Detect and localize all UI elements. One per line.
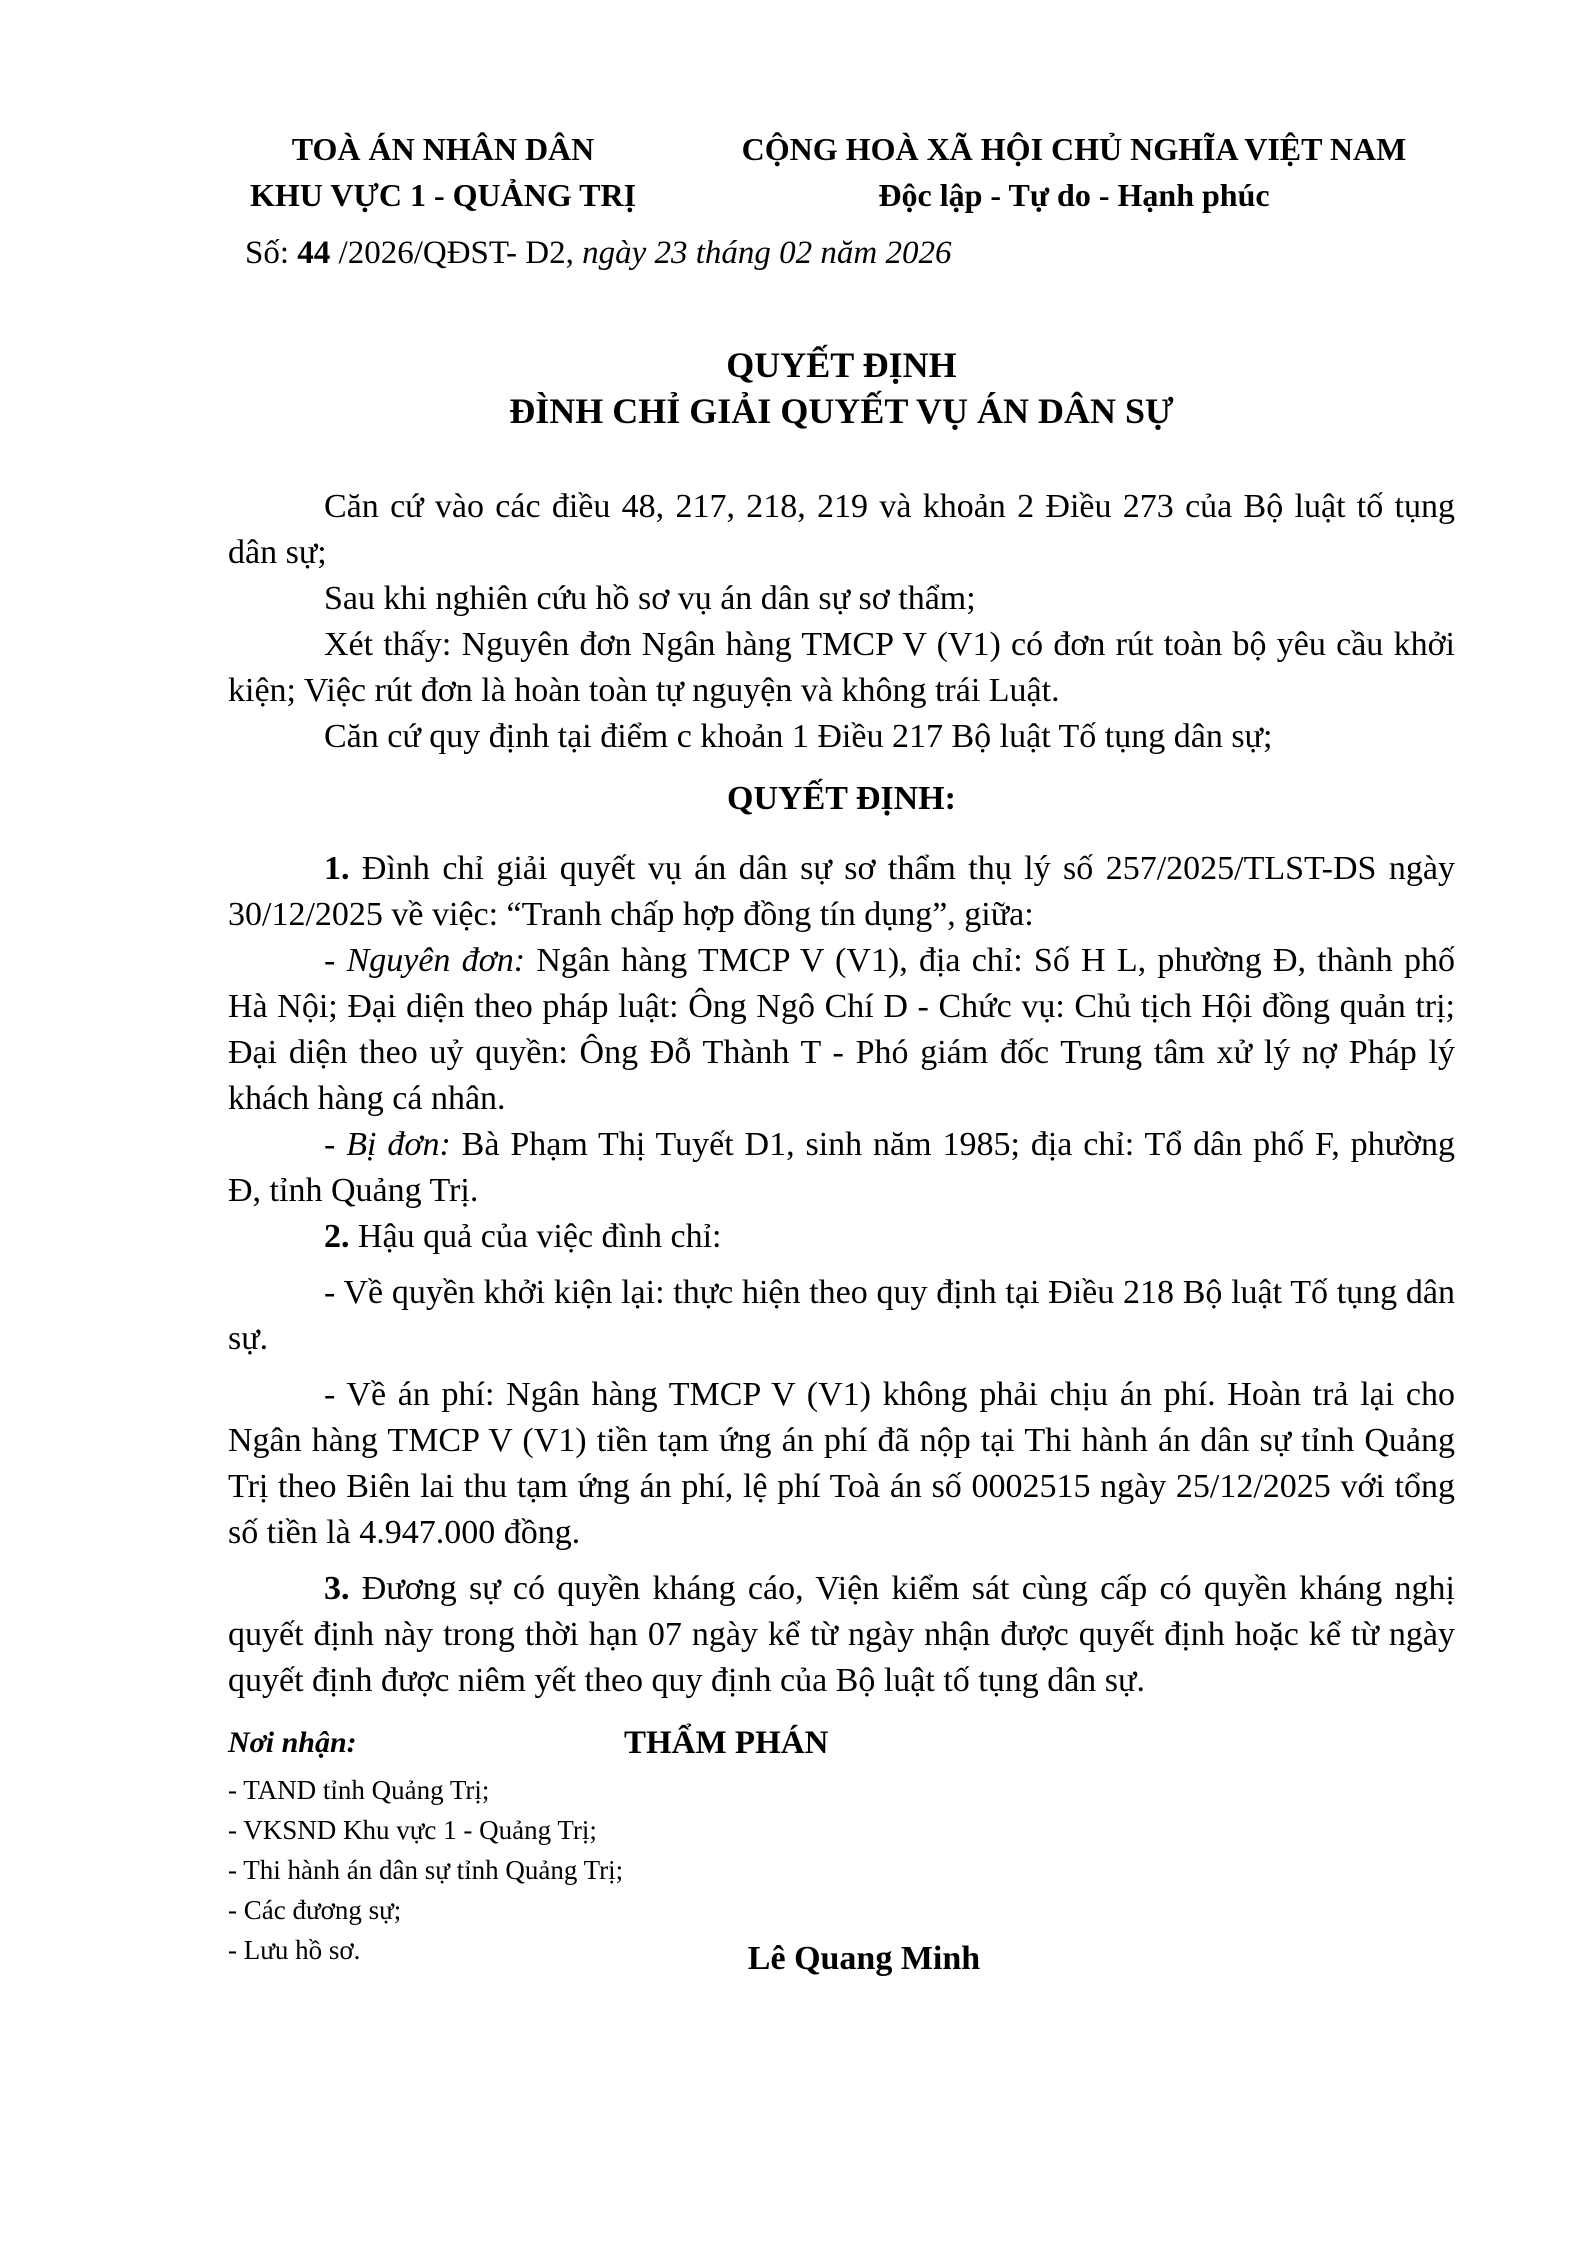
national-motto: Độc lập - Tự do - Hạnh phúc	[878, 177, 1270, 213]
item-text: Đương sự có quyền kháng cáo, Viện kiểm sát cùng cấp có quyền kháng nghị quyết định này trong thời hạn 07 ngày kể từ ngày nhận được quyết định hoặc kể từ ngày quyết định được niêm yết theo quy định của Bộ luật tố tụng dân sự.	[228, 1570, 1455, 1699]
number-date: ngày 23 tháng 02 năm 2026	[573, 235, 952, 271]
number-value: 44	[297, 235, 331, 271]
item-number: 3.	[324, 1570, 350, 1607]
court-name-line1: TOÀ ÁN NHÂN DÂN	[291, 131, 595, 167]
recipients-label: Nơi nhận:	[228, 1726, 357, 1759]
preamble-paragraph: Sau khi nghiên cứu hồ sơ vụ án dân sự sơ thẩm;	[324, 580, 976, 617]
defendant-text: Bà Phạm Thị Tuyết D1, sinh năm 1985; địa chỉ: Tổ dân phố F, phường Đ, tỉnh Quảng Trị.	[228, 1126, 1456, 1209]
issuing-court-block	[228, 126, 658, 218]
preamble-paragraph: Căn cứ vào các điều 48, 217, 218, 219 và khoản 2 Điều 273 của Bộ luật tố tụng dân sự;	[228, 488, 1455, 571]
item-number: 1.	[324, 850, 350, 887]
decision-heading: QUYẾT ĐỊNH:	[727, 780, 956, 817]
defendant-paragraph	[228, 1122, 1455, 1214]
dash: -	[324, 1126, 347, 1163]
decision-item-1	[228, 846, 1455, 938]
court-name-line2: KHU VỰC 1 - QUẢNG TRỊ	[249, 177, 637, 213]
defendant-label: Bị đơn:	[346, 1126, 451, 1163]
decision-item-3	[228, 1566, 1455, 1704]
judge-name: Lê Quang Minh	[747, 1940, 981, 1977]
plaintiff-text: Ngân hàng TMCP V (V1), địa chỉ: Số H L, phường Đ, thành phố Hà Nội; Đại diện theo pháp luật: Ông Ngô Chí D - Chức vụ: Chủ tịch Hội đồng quản trị; Đại diện theo uỷ quyền: Ông Đỗ Thành T - Phó giám đốc Trung tâm xử lý nợ Pháp lý khách hàng cá nhân.	[228, 942, 1456, 1117]
recipient-item: - Các đương sự;	[228, 1895, 402, 1925]
document-title	[228, 342, 1455, 434]
decision-item-2-sub1: - Về quyền khởi kiện lại: thực hiện theo quy định tại Điều 218 Bộ luật Tố tụng dân sự.	[228, 1274, 1455, 1357]
number-prefix: Số:	[245, 235, 298, 271]
document-masthead	[228, 126, 1455, 218]
recipient-item: - Lưu hồ sơ.	[228, 1935, 361, 1965]
national-title: CỘNG HOÀ XÃ HỘI CHỦ NGHĨA VIỆT NAM	[741, 131, 1407, 167]
recipient-item: - VKSND Khu vực 1 - Quảng Trị;	[228, 1815, 597, 1845]
item-text: Hậu quả của việc đình chỉ:	[349, 1218, 722, 1255]
plaintiff-paragraph	[228, 938, 1455, 1122]
number-suffix: /2026/QĐST- D2,	[330, 235, 574, 271]
preamble-paragraph: Xét thấy: Nguyên đơn Ngân hàng TMCP V (V1) có đơn rút toàn bộ yêu cầu khởi kiện; Việc rút đơn là hoàn toàn tự nguyện và không trái Luật.	[228, 626, 1455, 709]
plaintiff-label: Nguyên đơn:	[346, 942, 526, 979]
recipient-item: - TAND tỉnh Quảng Trị;	[228, 1775, 490, 1805]
decision-section	[228, 846, 1455, 1704]
title-line1: QUYẾT ĐỊNH	[726, 345, 957, 385]
preamble-paragraph: Căn cứ quy định tại điểm c khoản 1 Điều 217 Bộ luật Tố tụng dân sự;	[324, 718, 1273, 755]
title-line2: ĐÌNH CHỈ GIẢI QUYẾT VỤ ÁN DÂN SỰ	[509, 391, 1174, 431]
signature-section	[228, 1720, 1455, 1977]
decision-item-2	[228, 1214, 1455, 1260]
item-text: Đình chỉ giải quyết vụ án dân sự sơ thẩm thụ lý số 257/2025/TLST-DS ngày 30/12/2025 về việc: “Tranh chấp hợp đồng tín dụng”, giữa:	[228, 850, 1455, 933]
judge-title: THẨM PHÁN	[624, 1725, 829, 1761]
national-motto-block	[658, 126, 1455, 218]
dash: -	[324, 942, 347, 979]
preamble-section	[228, 484, 1455, 760]
decision-item-2-sub2: - Về án phí: Ngân hàng TMCP V (V1) không phải chịu án phí. Hoàn trả lại cho Ngân hàng TMCP V (V1) tiền tạm ứng án phí đã nộp tại Thi hành án dân sự tỉnh Quảng Trị theo Biên lai thu tạm ứng án phí, lệ phí Toà án số 0002515 ngày 25/12/2025 với tổng số tiền là 4.947.000 đồng.	[228, 1376, 1455, 1551]
document-number-line	[228, 230, 1455, 276]
item-number: 2.	[324, 1218, 350, 1255]
recipient-item: - Thi hành án dân sự tỉnh Quảng Trị;	[228, 1855, 624, 1885]
